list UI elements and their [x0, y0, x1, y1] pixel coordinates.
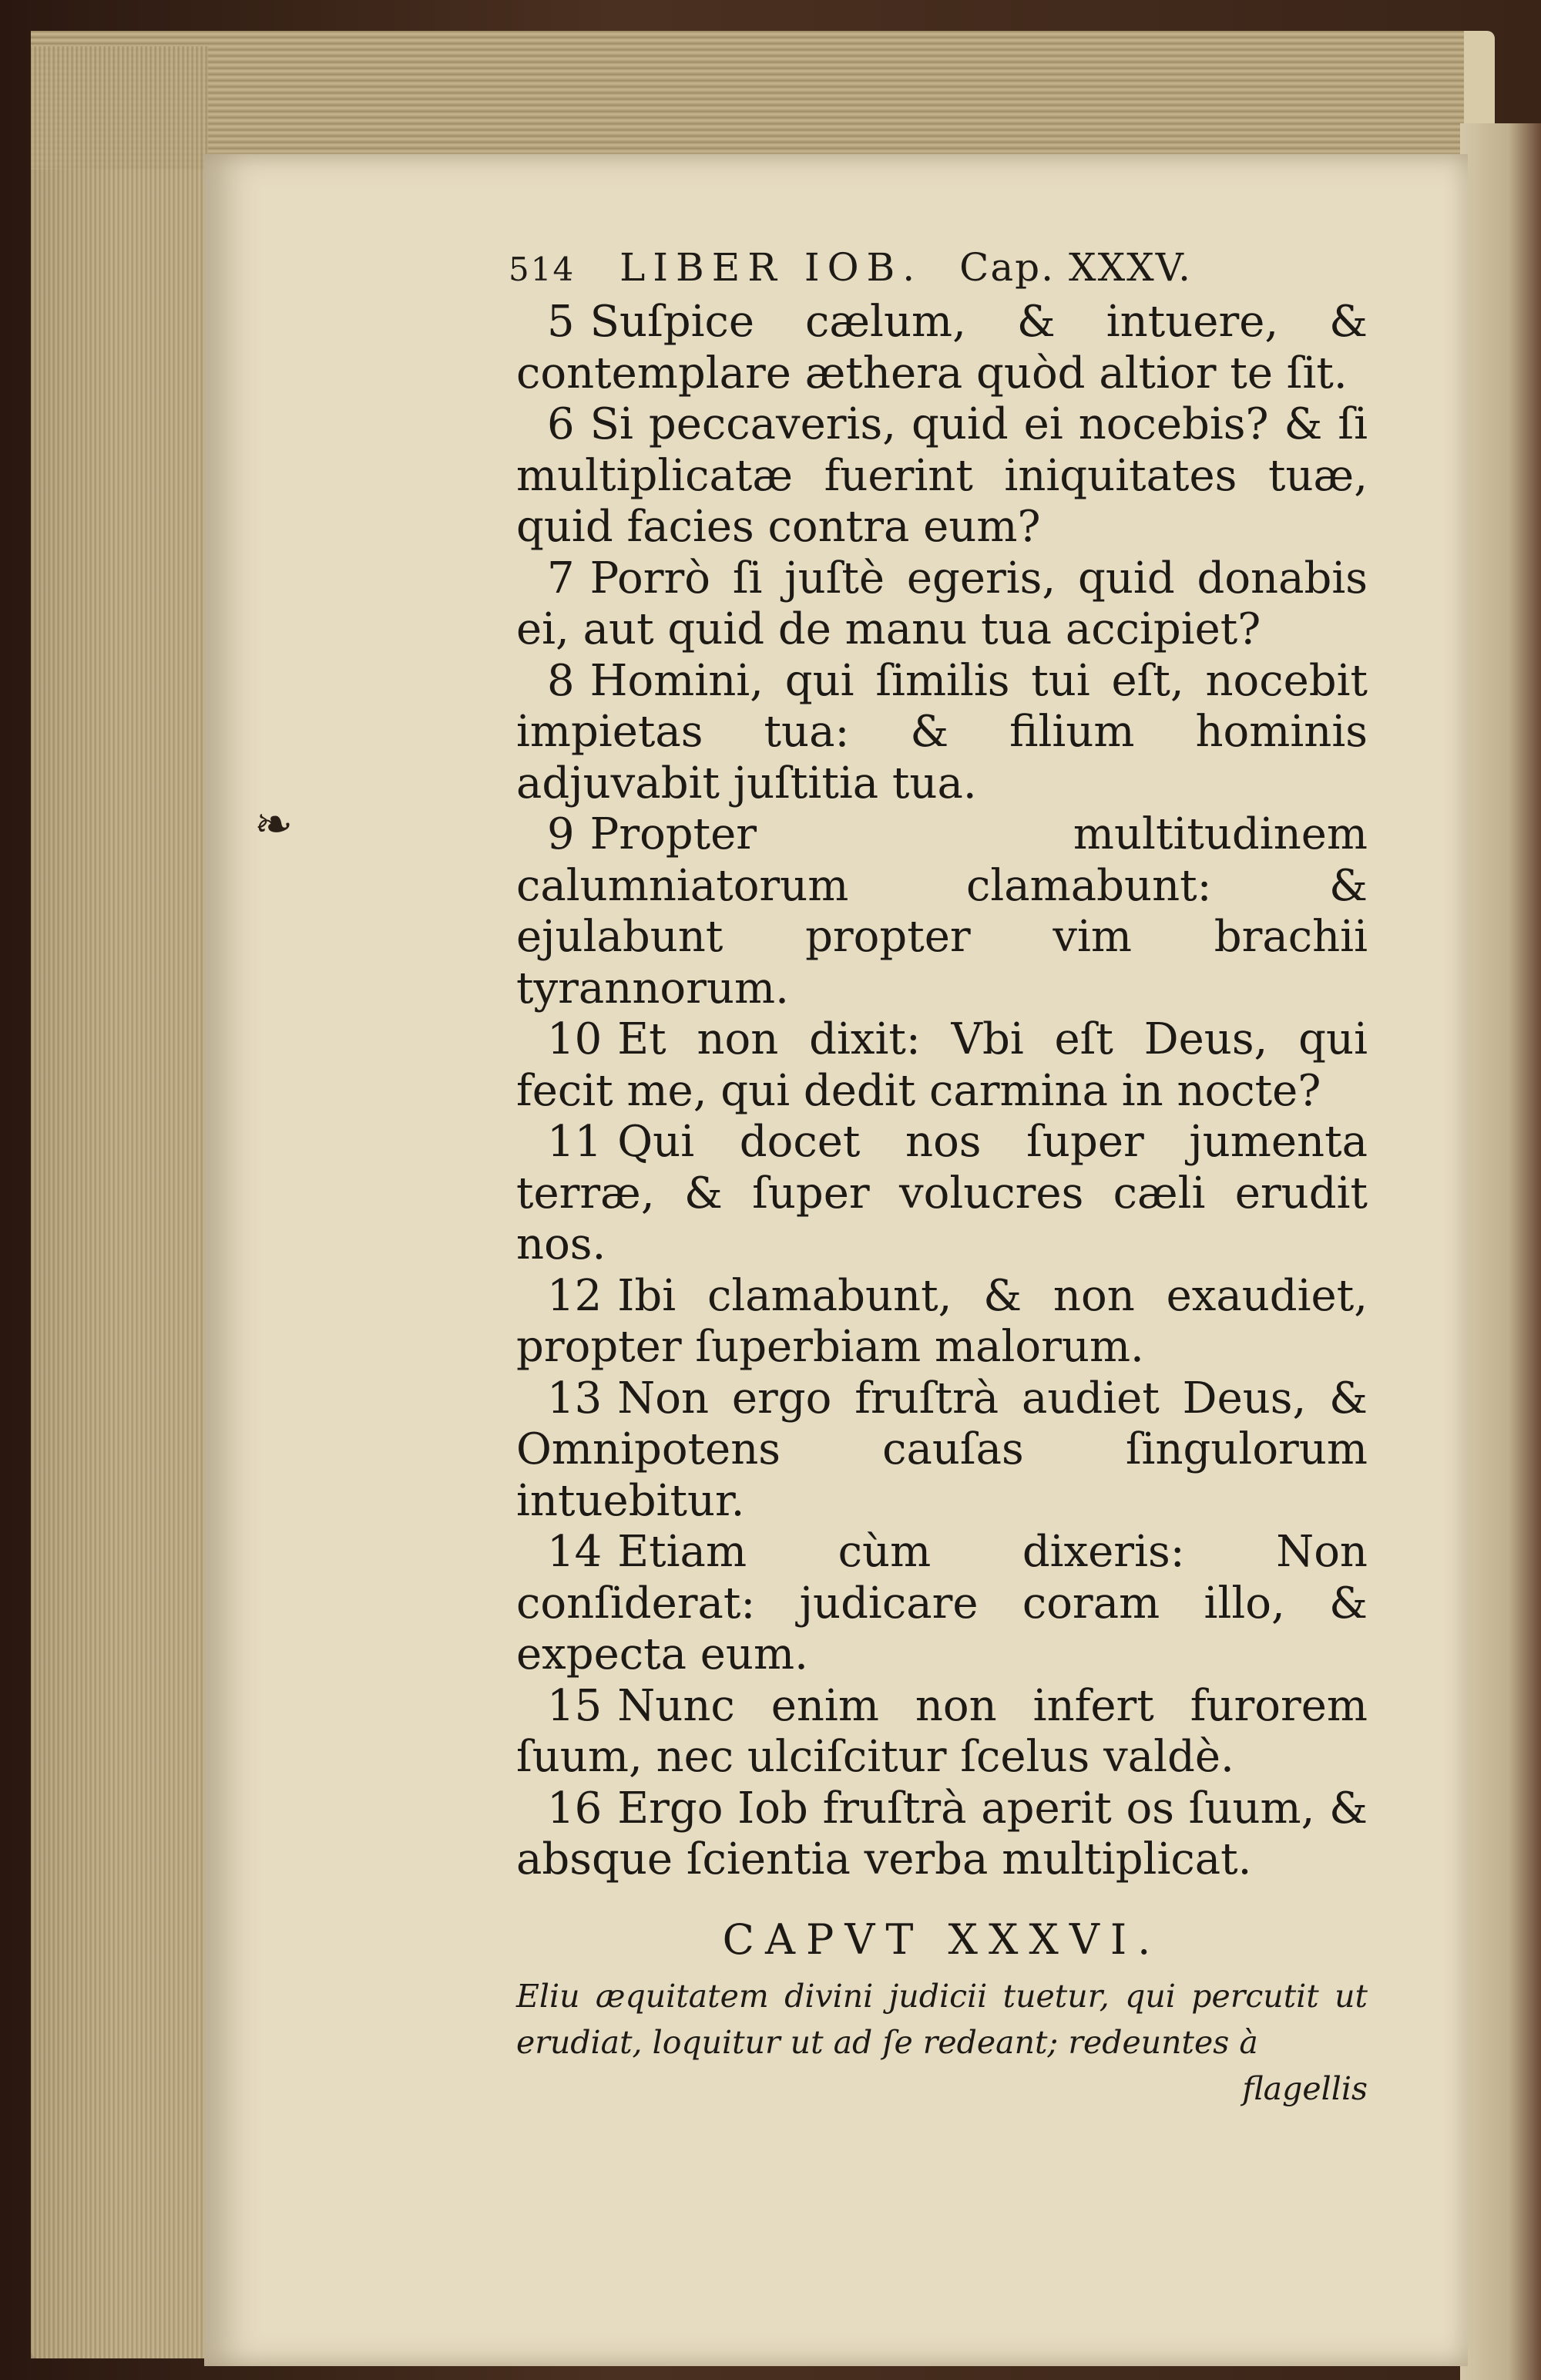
verse	[516, 1014, 1368, 1117]
verse	[516, 809, 1368, 1014]
verse-number: 12	[547, 1270, 603, 1321]
verse-number: 11	[547, 1117, 603, 1167]
verse-text: Nunc enim non infert furorem ſuum, nec ulciſcitur ſcelus valdè.	[516, 1680, 1368, 1782]
verse-text: Si peccaveris, quid ei nocebis? & ſi multiplicatæ fuerint iniquitates tuæ, quid facies contra eum?	[516, 399, 1368, 552]
verse-text: Porrò ſi juſtè egeris, quid donabis ei, aut quid de manu tua accipiet?	[516, 553, 1368, 654]
verse-number: 9	[547, 809, 575, 859]
verse-number: 13	[547, 1373, 603, 1424]
verse-number: 7	[547, 553, 575, 603]
verse-text: Non ergo fruſtrà audiet Deus, & Omnipotens cauſas ſingulorum intuebitur.	[516, 1373, 1368, 1526]
verse-text	[516, 297, 1368, 1886]
summary-text: Eliu æquitatem divini judicii tuetur, qui percutit ut erudiat, loquitur ut ad ſe redeant; redeuntes à	[516, 1978, 1368, 2061]
verse-number: 10	[547, 1014, 603, 1064]
verse-number: 8	[547, 655, 575, 706]
verse-number: 6	[547, 399, 575, 449]
chapter-summary	[516, 1973, 1368, 2112]
verse	[516, 1783, 1368, 1886]
verse-number: 16	[547, 1783, 603, 1834]
verse-number: 5	[547, 297, 575, 347]
verse-number: 15	[547, 1680, 603, 1731]
verse-text: Homini, qui ſimilis tui eſt, nocebit impietas tua: & filium hominis adjuvabit juſtitia tua.	[516, 655, 1368, 808]
verse-text: Ibi clamabunt, & non exaudiet, propter ſuperbiam malorum.	[516, 1270, 1368, 1372]
verse	[516, 1271, 1368, 1373]
left-page-edges	[31, 46, 208, 2358]
running-head	[509, 245, 1387, 290]
catchword: flagellis	[1242, 2070, 1368, 2107]
top-page-edges	[31, 31, 1464, 170]
verse-text: Ergo Iob fruſtrà aperit os ſuum, & absque ſcientia verba multiplicat.	[516, 1783, 1368, 1884]
verse	[516, 553, 1368, 656]
verse	[516, 1527, 1368, 1681]
verse	[516, 399, 1368, 553]
verse-text: Propter multitudinem calumniatorum clamabunt: & ejulabunt propter vim brachii tyrannorum.	[516, 809, 1368, 1014]
page-number: 514	[509, 250, 576, 288]
verse	[516, 656, 1368, 810]
gutter-right	[1460, 123, 1541, 2380]
verse	[516, 1373, 1368, 1528]
chapter-label: Cap. XXXV.	[959, 245, 1193, 290]
chapter-heading: CAPVT XXXVI.	[722, 1915, 1162, 1964]
verse-text: Etiam cùm dixeris: Non conſiderat: judicare coram illo, & expecta eum.	[516, 1527, 1368, 1679]
verse-number: 14	[547, 1527, 603, 1577]
verse	[516, 297, 1368, 399]
verse	[516, 1117, 1368, 1271]
ink-mark: ❧	[254, 798, 294, 852]
book-title: LIBER IOB.	[619, 245, 923, 290]
verse-text: Qui docet nos ſuper jumenta terræ, & ſuper volucres cæli erudit nos.	[516, 1117, 1368, 1269]
verse-text: Et non dixit: Vbi eſt Deus, qui fecit me, qui dedit carmina in nocte?	[516, 1014, 1368, 1116]
verse-text: Suſpice cælum, & intuere, & contemplare æthera quòd altior te ſit.	[516, 297, 1368, 398]
verse	[516, 1681, 1368, 1783]
